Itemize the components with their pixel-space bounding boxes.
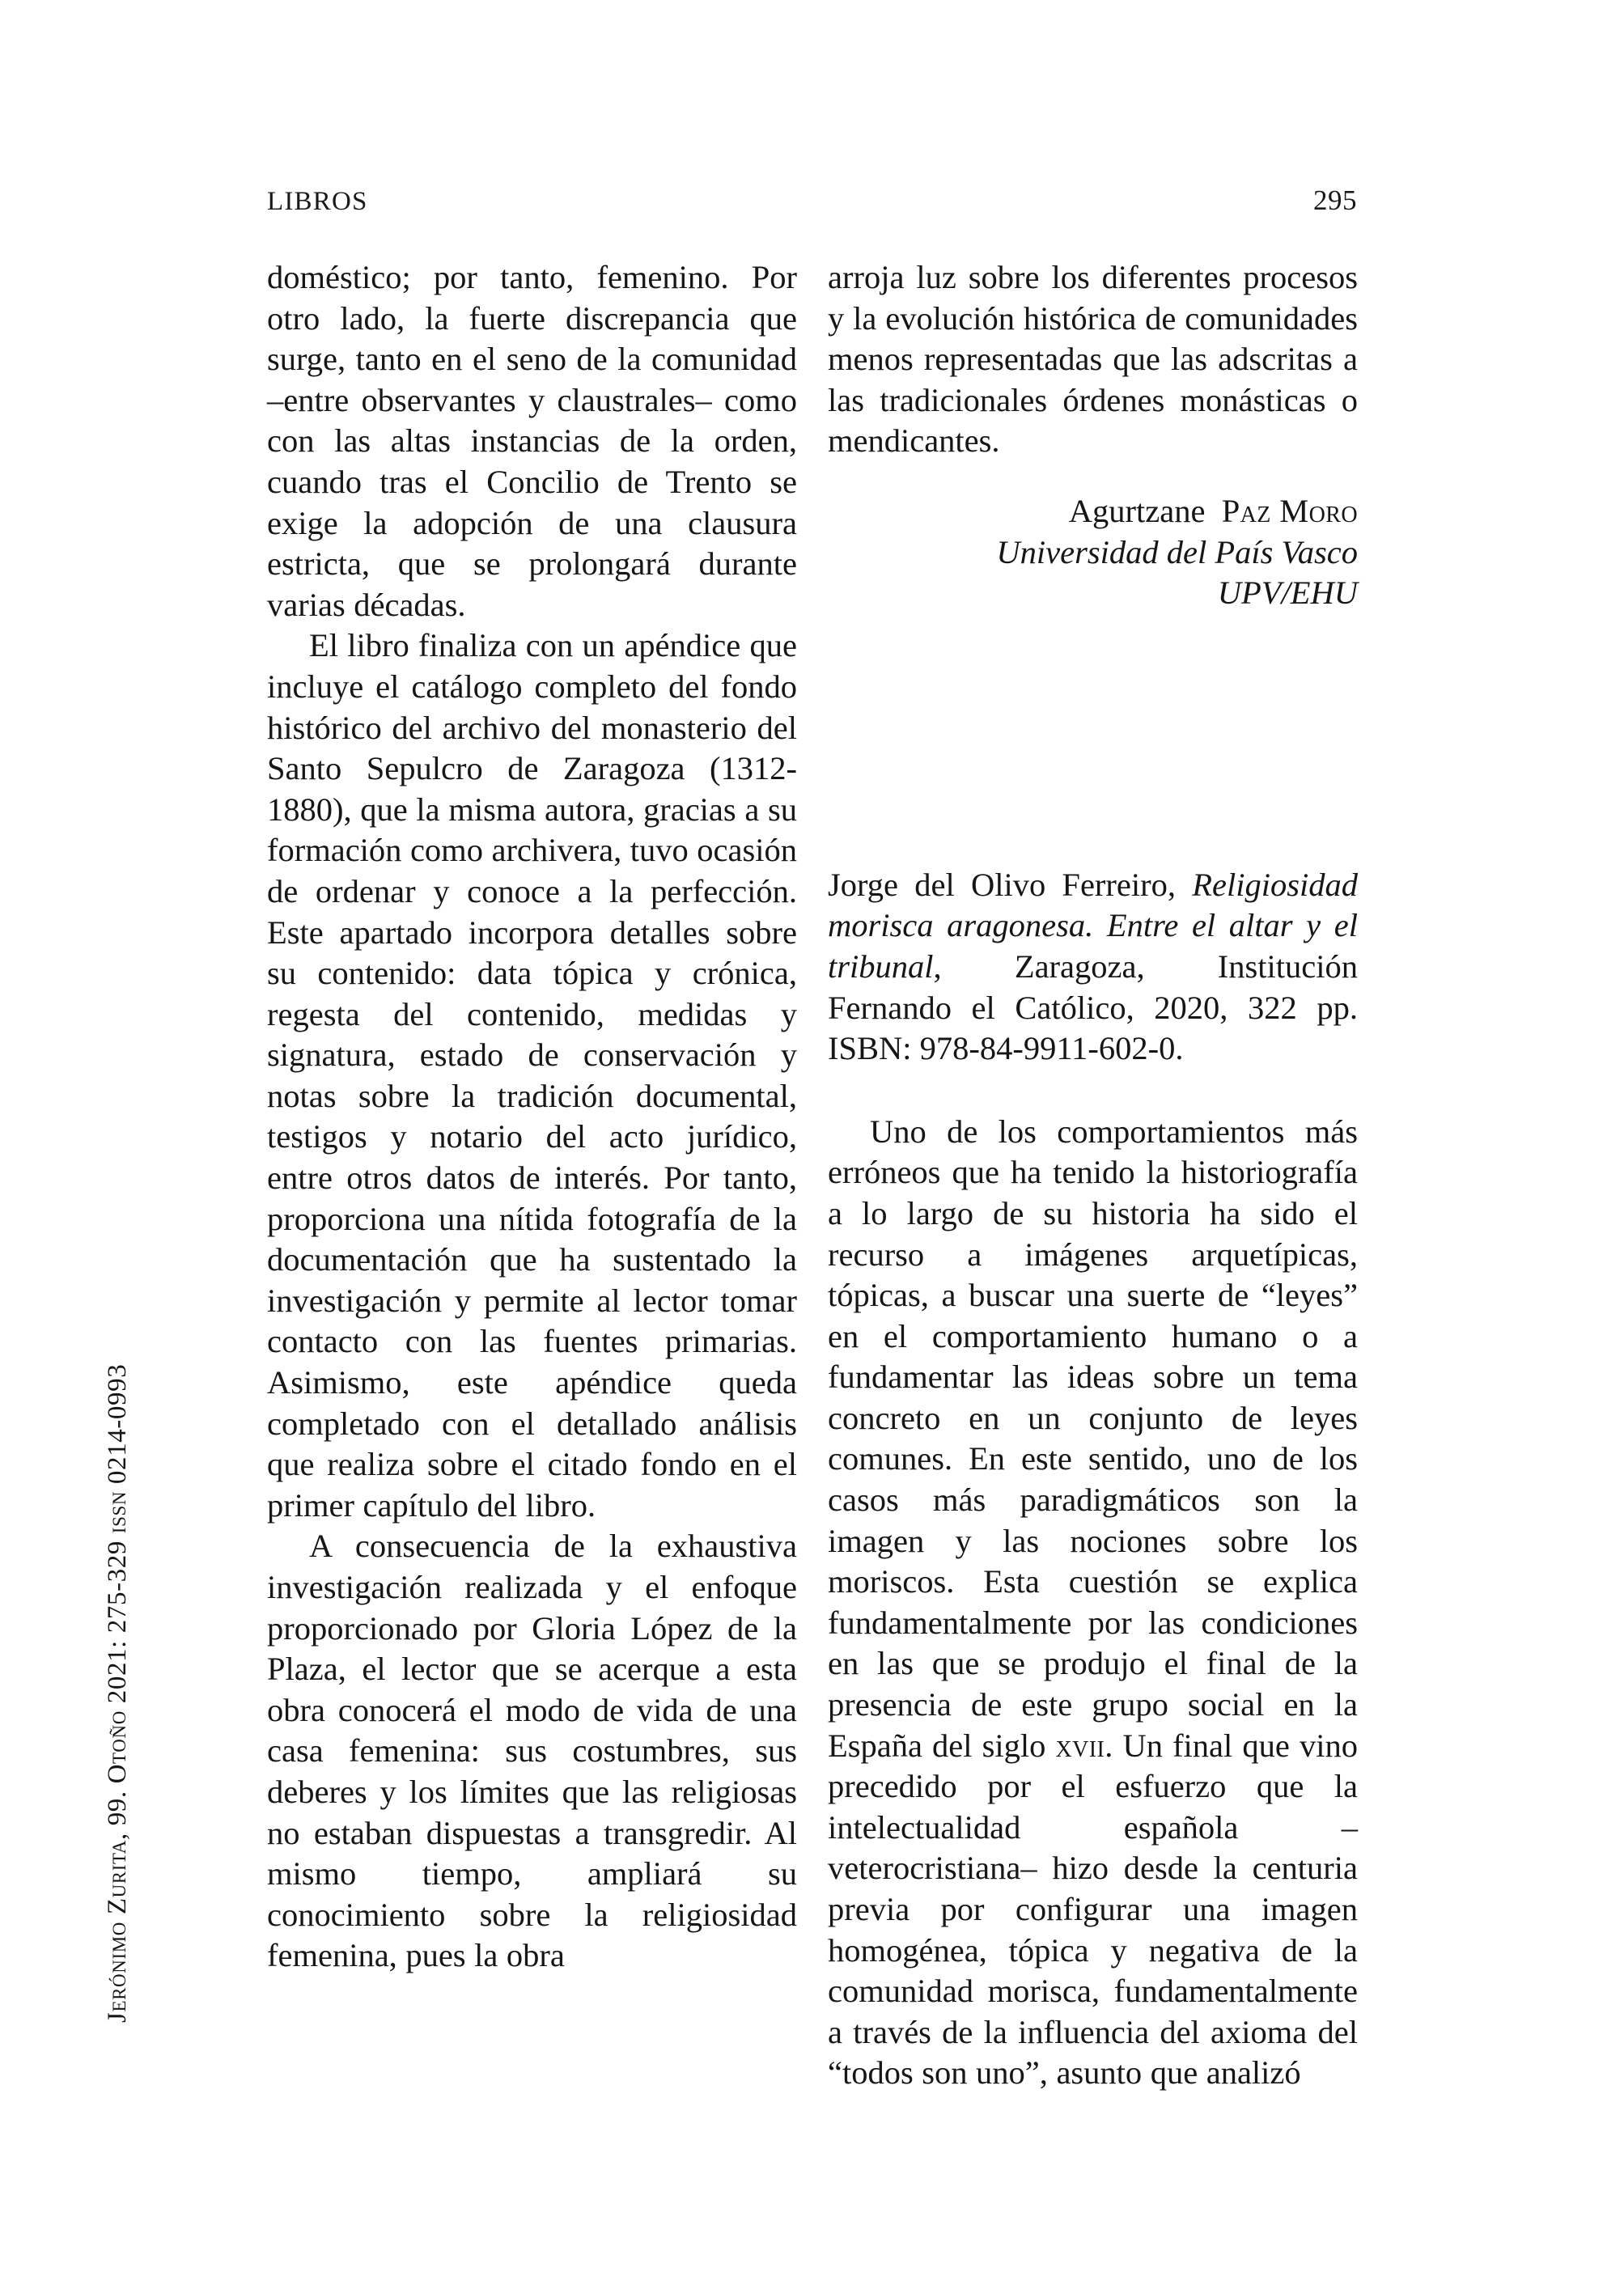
running-head-section-label: LIBROS xyxy=(267,187,368,216)
paragraph-consecuencia: A consecuencia de la exhaustiva investigación realizada y el enfoque proporcionado por Gloria López de la Plaza, el lector que se acerque a esta obra conocerá el modo de vida de una casa femenina: sus costumbres, sus deberes y los límites que las religiosas no estaban dispuestas a transgredir. Al mismo tiempo, ampliará su conocimiento sobre la religiosidad femenina, pues la obra xyxy=(267,1528,797,1974)
citation-work-title: Religiosidad morisca aragonesa. Entre el altar y el tribunal xyxy=(828,866,1358,985)
review-attribution xyxy=(828,491,1358,614)
two-column-body xyxy=(267,257,1358,2102)
spine-journal-note xyxy=(85,0,150,2023)
attribution-affiliation-abbr: UPV/EHU xyxy=(1217,574,1358,612)
citation-spacer xyxy=(828,1070,1358,1112)
attribution-affiliation: Universidad del País Vasco xyxy=(996,533,1358,570)
paragraph-review-opening xyxy=(828,1112,1358,2094)
attribution-author-line xyxy=(828,491,1358,532)
spine-journal-note-text: Jerónimo Zurita, 99. Otoño 2021: 275-329 issn 0214-0993 xyxy=(102,1363,132,2023)
paragraph-continued-domestico: doméstico; por tanto, femenino. Por otro lado, la fuerte discrepancia que surge, tanto en el seno de la comunidad –entre observantes y claustrales– como con las altas instancias de la orden, cuando tras el Concilio de Trento se exige la adopción de una clausura estricta, que se prolongará durante varias décadas. xyxy=(267,259,797,623)
citation-imprint: , Zaragoza, Institución Fernando el Católico, 2020, 322 pp. ISBN: 978-84-9911-602-0. xyxy=(828,947,1358,1067)
page-number: 295 xyxy=(1313,184,1357,216)
attribution-author-family: Paz Moro xyxy=(1221,492,1358,529)
paragraph-continued-arroja: arroja luz sobre los diferentes procesos y la evolución histórica de comunidades menos representadas que las adscritas a las tradicionales órdenes monásticas o mendicantes. xyxy=(828,259,1358,460)
book-citation xyxy=(828,865,1358,1070)
citation-author: Jorge del Olivo Ferreiro, xyxy=(828,866,1193,903)
paragraph-apendice: El libro finaliza con un apéndice que incluye el catálogo completo del fondo histórico del archivo del monasterio del Santo Sepulcro de Zaragoza (1312-1880), que la misma autora, gracias a su formación como archivera, tuvo ocasión de ordenar y conoce a la perfección. Este apartado incorpora detalles sobre su contenido: data tópica y crónica, regesta del contenido, medidas y signatura, estado de conservación y notas sobre la tradición documental, testigos y notario del acto jurídico, entre otros datos de interés. Por tanto, proporciona una nítida fotografía de la documentación que ha sustentado la investigación y permite al lector tomar contacto con las fuentes primarias. Asimismo, este apéndice queda completado con el detallado análisis que realiza sobre el citado fondo en el primer capítulo del libro. xyxy=(267,627,797,1524)
running-head xyxy=(267,184,1357,227)
column-left xyxy=(267,257,797,2102)
century-numeral: xvii xyxy=(1055,1727,1105,1764)
review-opening-part2: . Un final que vino precedido por el esfuerzo que la intelectualidad española –veterocristiana– hizo desde la centuria previa por configurar una imagen homogénea, tópica y negativa de la comunidad morisca, fundamentalmente a través de la influencia del axioma del “todos son uno”, asunto que analizó xyxy=(828,1727,1358,2092)
review-opening-part1: Uno de los comportamientos más erróneos que ha tenido la historiografía a lo largo de su historia ha sido el recurso a imágenes arquetípicas, tópicas, a buscar una suerte de “leyes” en el comportamiento humano o a fundamentar las ideas sobre un tema concreto en un conjunto de leyes comunes. En este sentido, uno de los casos más paradigmáticos son la imagen y las nociones sobre los moriscos. Esta cuestión se explica fundamentalmente por las condiciones en las que se produjo el final de la presencia de este grupo social en la España del siglo xyxy=(828,1113,1358,1764)
column-right xyxy=(828,257,1358,2102)
attribution-author-given: Agurtzane xyxy=(1068,492,1206,529)
